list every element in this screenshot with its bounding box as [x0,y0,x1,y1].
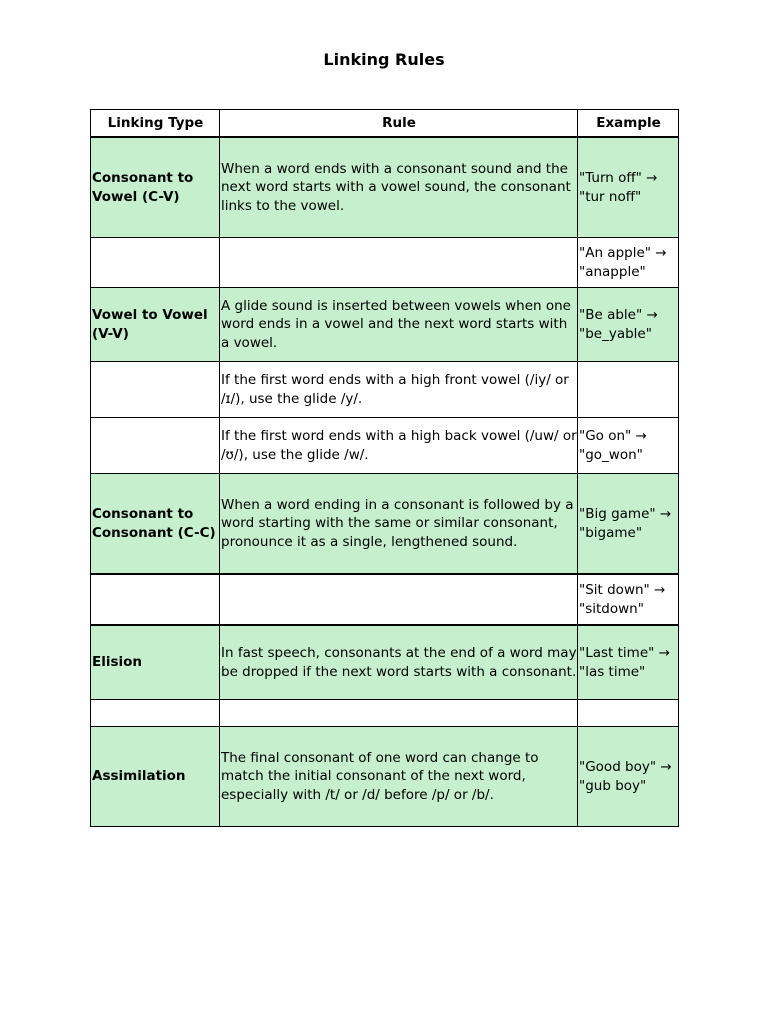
linking-type-cell [91,418,220,474]
linking-type-cell [91,700,220,727]
table-row [91,474,679,575]
rule-cell [220,574,578,625]
rule-cell [220,700,578,727]
example-cell: "Big game" → "bigame" [578,474,679,575]
table-row [91,288,679,362]
example-cell [578,362,679,418]
linking-type-cell: Assimilation [91,727,220,827]
table-row [91,700,679,727]
example-cell [578,700,679,727]
linking-type-cell [91,574,220,625]
table-row [91,362,679,418]
page-title: Linking Rules [323,50,445,69]
table-row [91,418,679,474]
column-header-rule: Rule [220,110,578,138]
linking-type-cell [91,362,220,418]
example-cell: "Last time" → "las time" [578,625,679,700]
rule-cell: When a word ends with a consonant sound and the next word starts with a vowel sound, the consonant links to the vowel. [220,137,578,238]
rule-cell: A glide sound is inserted between vowels when one word ends in a vowel and the next word starts with a vowel. [220,288,578,362]
table-row [91,137,679,238]
column-header-example: Example [578,110,679,138]
rule-cell: When a word ending in a consonant is followed by a word starting with the same or similar consonant, pronounce it as a single, lengthened sound. [220,474,578,575]
example-cell: "Good boy" → "gub boy" [578,727,679,827]
linking-type-cell: Consonant to Consonant (C-C) [91,474,220,575]
column-header-linking-type: Linking Type [91,110,220,138]
table-row [91,238,679,288]
example-cell: "An apple" → "anapple" [578,238,679,288]
example-cell: "Sit down" → "sitdown" [578,574,679,625]
table-row [91,625,679,700]
linking-type-cell: Vowel to Vowel (V-V) [91,288,220,362]
rule-cell: If the first word ends with a high back vowel (/uw/ or /ʊ/), use the glide /w/. [220,418,578,474]
rule-cell: In fast speech, consonants at the end of a word may be dropped if the next word starts with a consonant. [220,625,578,700]
rule-cell [220,238,578,288]
rule-cell: The final consonant of one word can change to match the initial consonant of the next word, especially with /t/ or /d/ before /p/ or /b/. [220,727,578,827]
example-cell: "Go on" → "go_won" [578,418,679,474]
example-cell: "Turn off" → "tur noff" [578,137,679,238]
linking-type-cell [91,238,220,288]
rule-cell: If the first word ends with a high front vowel (/iy/ or /ɪ/), use the glide /y/. [220,362,578,418]
linking-rules-table [90,109,679,827]
table-header-row [91,110,679,138]
linking-type-cell: Consonant to Vowel (C-V) [91,137,220,238]
table-row [91,727,679,827]
table-row [91,574,679,625]
example-cell: "Be able" → "be_yable" [578,288,679,362]
linking-type-cell: Elision [91,625,220,700]
